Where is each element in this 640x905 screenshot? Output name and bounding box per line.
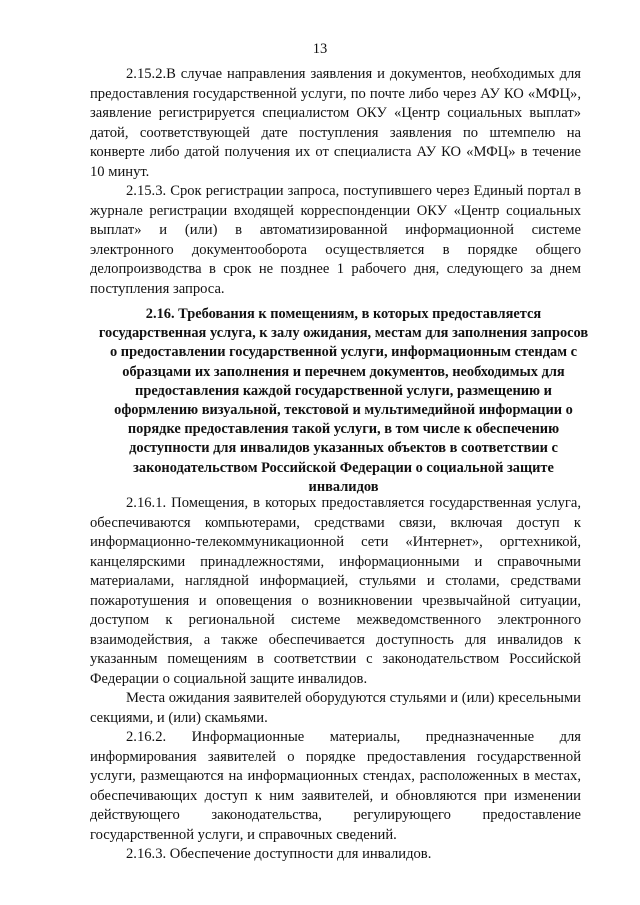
top-paragraphs (90, 65, 581, 299)
paragraph-2-16-3: 2.16.3. Обеспечение доступности для инвалидов. (126, 846, 432, 862)
paragraph-waiting-areas: Места ожидания заявителей оборудуются стульями и (или) кресельными секциями, и (или) скамьями. (90, 690, 581, 726)
page-number: 13 (312, 41, 328, 57)
paragraph-2-16-1: 2.16.1. Помещения, в которых предоставляется государственная услуга, обеспечиваются компьютерами, средствами связи, включая доступ к информационно-телекоммуникационной сети «Интернет», оргтехникой, канцелярскими принадлежностями, информационными и справочными материалами, наглядной информацией, стульями и столами, средствами пожаротушения и оповещения о возникновении чрезвычайной ситуации, доступом к региональной системе межведомственного электронного взаимодействия, а также обеспечивается доступность для инвалидов к указанным помещениям в соответствии с законодательством Российской Федерации о социальной защите инвалидов. (90, 495, 581, 687)
section-heading-2-16: 2.16. Требования к помещениям, в которых предоставляется государственная услуга, к залу ожидания, местам для заполнения запросов о предоставлении государственной услуги, информационным стендам с образцами их заполнения и перечнем документов, необходимых для предоставления каждой государственной услуги, размещению и оформлению визуальной, текстовой и мультимедийной информации о порядке предоставления такой услуги, в том числе к обеспечению доступности для инвалидов указанных объектов в соответствии с законодательством Российской Федерации о социальной защите инвалидов (98, 306, 589, 495)
paragraph-2-15-2: 2.15.2.В случае направления заявления и документов, необходимых для предоставления государственной услуги, по почте либо через АУ КО «МФЦ», заявление регистрируется специалистом ОКУ «Центр социальных выплат» датой, соответствующей дате поступления заявления по штемпелю на конверте либо датой получения их от специалиста АУ КО «МФЦ» в течение 10 минут. (90, 66, 581, 180)
paragraph-2-15-3: 2.15.3. Срок регистрации запроса, поступившего через Единый портал в журнале регистрации входящей корреспонденции ОКУ «Центр социальных выплат» и (или) в автоматизированной информационной системе электронного документооборота осуществляется в порядке общего делопроизводства в срок не позднее 1 рабочего дня, следующего за днем поступления запроса. (90, 183, 581, 297)
paragraph-2-16-2: 2.16.2. Информационные материалы, предназначенные для информирования заявителей о порядке предоставления государственной услуги, размещаются на информационных стендах, расположенных в местах, обеспечивающих доступ к ним заявителей, и обновляются при изменении действующего законодательства, регулирующего предоставление государственной услуги, и справочных сведений. (90, 729, 581, 843)
body-paragraphs (90, 494, 581, 865)
